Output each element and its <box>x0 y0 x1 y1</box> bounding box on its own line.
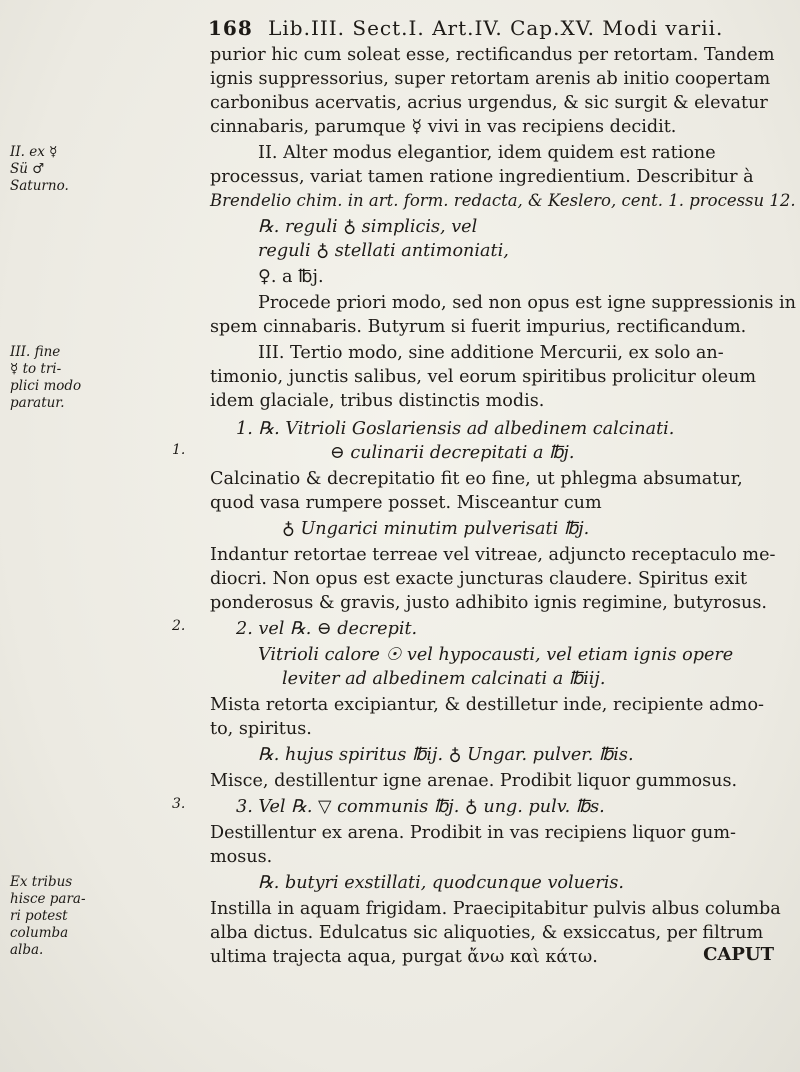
margin-number-3: 3. <box>172 796 186 812</box>
recipe-line: reguli ♁ stellati antimoniati, <box>258 241 509 261</box>
text-line: idem glaciale, tribus distinctis modis. <box>210 391 545 411</box>
recipe-line: 1. ℞. Vitrioli Goslariensis ad albedinem calcinati. <box>236 419 675 439</box>
margin-note-line: alba. <box>10 942 44 958</box>
recipe-line: 3. Vel ℞. ▽ communis ℔j. ♁ ung. pulv. ℔s. <box>236 797 605 817</box>
section-heading-III: III. Tertio modo, sine additione Mercurii, ex solo an- <box>258 343 724 363</box>
margin-note-III <box>10 344 122 412</box>
text-line: processus, variat tamen ratione ingredientium. Describitur à <box>210 167 754 187</box>
text-line: Procede priori modo, sed non opus est igne suppressionis in <box>258 293 797 313</box>
text-line: diocri. Non opus est exacte juncturas claudere. Spiritus exit <box>210 569 748 589</box>
section-heading-II: II. Alter modus elegantior, idem quidem est ratione <box>258 143 716 163</box>
margin-number-2: 2. <box>172 618 186 634</box>
margin-note-II <box>10 144 122 195</box>
text-line: timonio, junctis salibus, vel eorum spiritibus prolicitur oleum <box>210 367 757 387</box>
text-line: ultima trajecta aqua, purgat ἄνω καὶ κάτω. <box>210 947 598 967</box>
recipe-line: ℞. reguli ♁ simplicis, vel <box>258 217 478 237</box>
catchword: CAPUT <box>703 944 774 965</box>
citation-line: Brendelio chim. in art. form. redacta, & Keslero, cent. 1. processu 12. <box>210 191 796 210</box>
text-line: ponderosus & gravis, justo adhibito ignis regimine, butyrosus. <box>210 593 767 613</box>
recipe-line: ℞. hujus spiritus ℔ij. ♁ Ungar. pulver. ℔is. <box>258 745 634 765</box>
text-line: mosus. <box>210 847 273 867</box>
text-line: Indantur retortae terreae vel vitreae, adjuncto receptaculo me- <box>210 545 776 565</box>
recipe-line: 2. vel ℞. ⊖ decrepit. <box>236 619 418 639</box>
text-line: Destillentur ex arena. Prodibit in vas recipiens liquor gum- <box>210 823 736 843</box>
margin-note-line: ☿ to tri- <box>10 361 62 377</box>
recipe-line: ⊖ culinarii decrepitati a ℔j. <box>330 443 575 463</box>
margin-note-line: paratur. <box>10 395 65 411</box>
margin-note-line: columba <box>10 925 69 941</box>
text-line: purior hic cum soleat esse, rectificandus per retortam. Tandem <box>210 45 775 65</box>
text-line: spem cinnabaris. Butyrum si fuerit impurius, rectificandum. <box>210 317 747 337</box>
margin-note-line: III. fine <box>10 344 61 360</box>
margin-note-line: II. ex ☿ <box>10 144 58 160</box>
text-line: cinnabaris, parumque ☿ vivi in vas recipiens decidit. <box>210 117 677 137</box>
text-line: quod vasa rumpere posset. Misceantur cum <box>210 493 602 513</box>
recipe-line: ℞. butyri exstillati, quodcunque volueris. <box>258 873 624 893</box>
text-line: Instilla in aquam frigidam. Praecipitabitur pulvis albus columba <box>210 899 781 919</box>
page-number: 168 <box>208 16 253 40</box>
recipe-line: ♁ Ungarici minutim pulverisati ℔j. <box>282 519 590 539</box>
text-line: to, spiritus. <box>210 719 312 739</box>
running-header <box>208 16 778 40</box>
running-title: Lib.III. Sect.I. Art.IV. Cap.XV. Modi varii. <box>268 16 724 40</box>
text-line: alba dictus. Edulcatus sic aliquoties, & exsiccatus, per filtrum <box>210 923 764 943</box>
margin-note-line: plici modo <box>10 378 82 394</box>
text-line: Misce, destillentur igne arenae. Prodibit liquor gummosus. <box>210 771 738 791</box>
text-line: ignis suppressorius, super retortam arenis ab initio coopertam <box>210 69 771 89</box>
margin-note-line: ri potest <box>10 908 68 924</box>
text-line: carbonibus acervatis, acrius urgendus, & sic surgit & elevatur <box>210 93 768 113</box>
margin-note-line: hisce para- <box>10 891 86 907</box>
text-line: Mista retorta excipiantur, & destilletur inde, recipiente admo- <box>210 695 764 715</box>
margin-note-columba <box>10 874 122 959</box>
margin-note-line: Saturno. <box>10 178 69 194</box>
margin-number-1: 1. <box>172 442 186 458</box>
recipe-line: ♀. a ℔j. <box>258 267 324 287</box>
margin-note-line: Sü ♂ <box>10 161 45 177</box>
margin-note-line: Ex tribus <box>10 874 73 890</box>
recipe-line: leviter ad albedinem calcinati a ℔iij. <box>282 669 606 689</box>
text-line: Calcinatio & decrepitatio fit eo fine, ut phlegma absumatur, <box>210 469 743 489</box>
recipe-line: Vitrioli calore ☉ vel hypocausti, vel etiam ignis opere <box>258 645 734 665</box>
